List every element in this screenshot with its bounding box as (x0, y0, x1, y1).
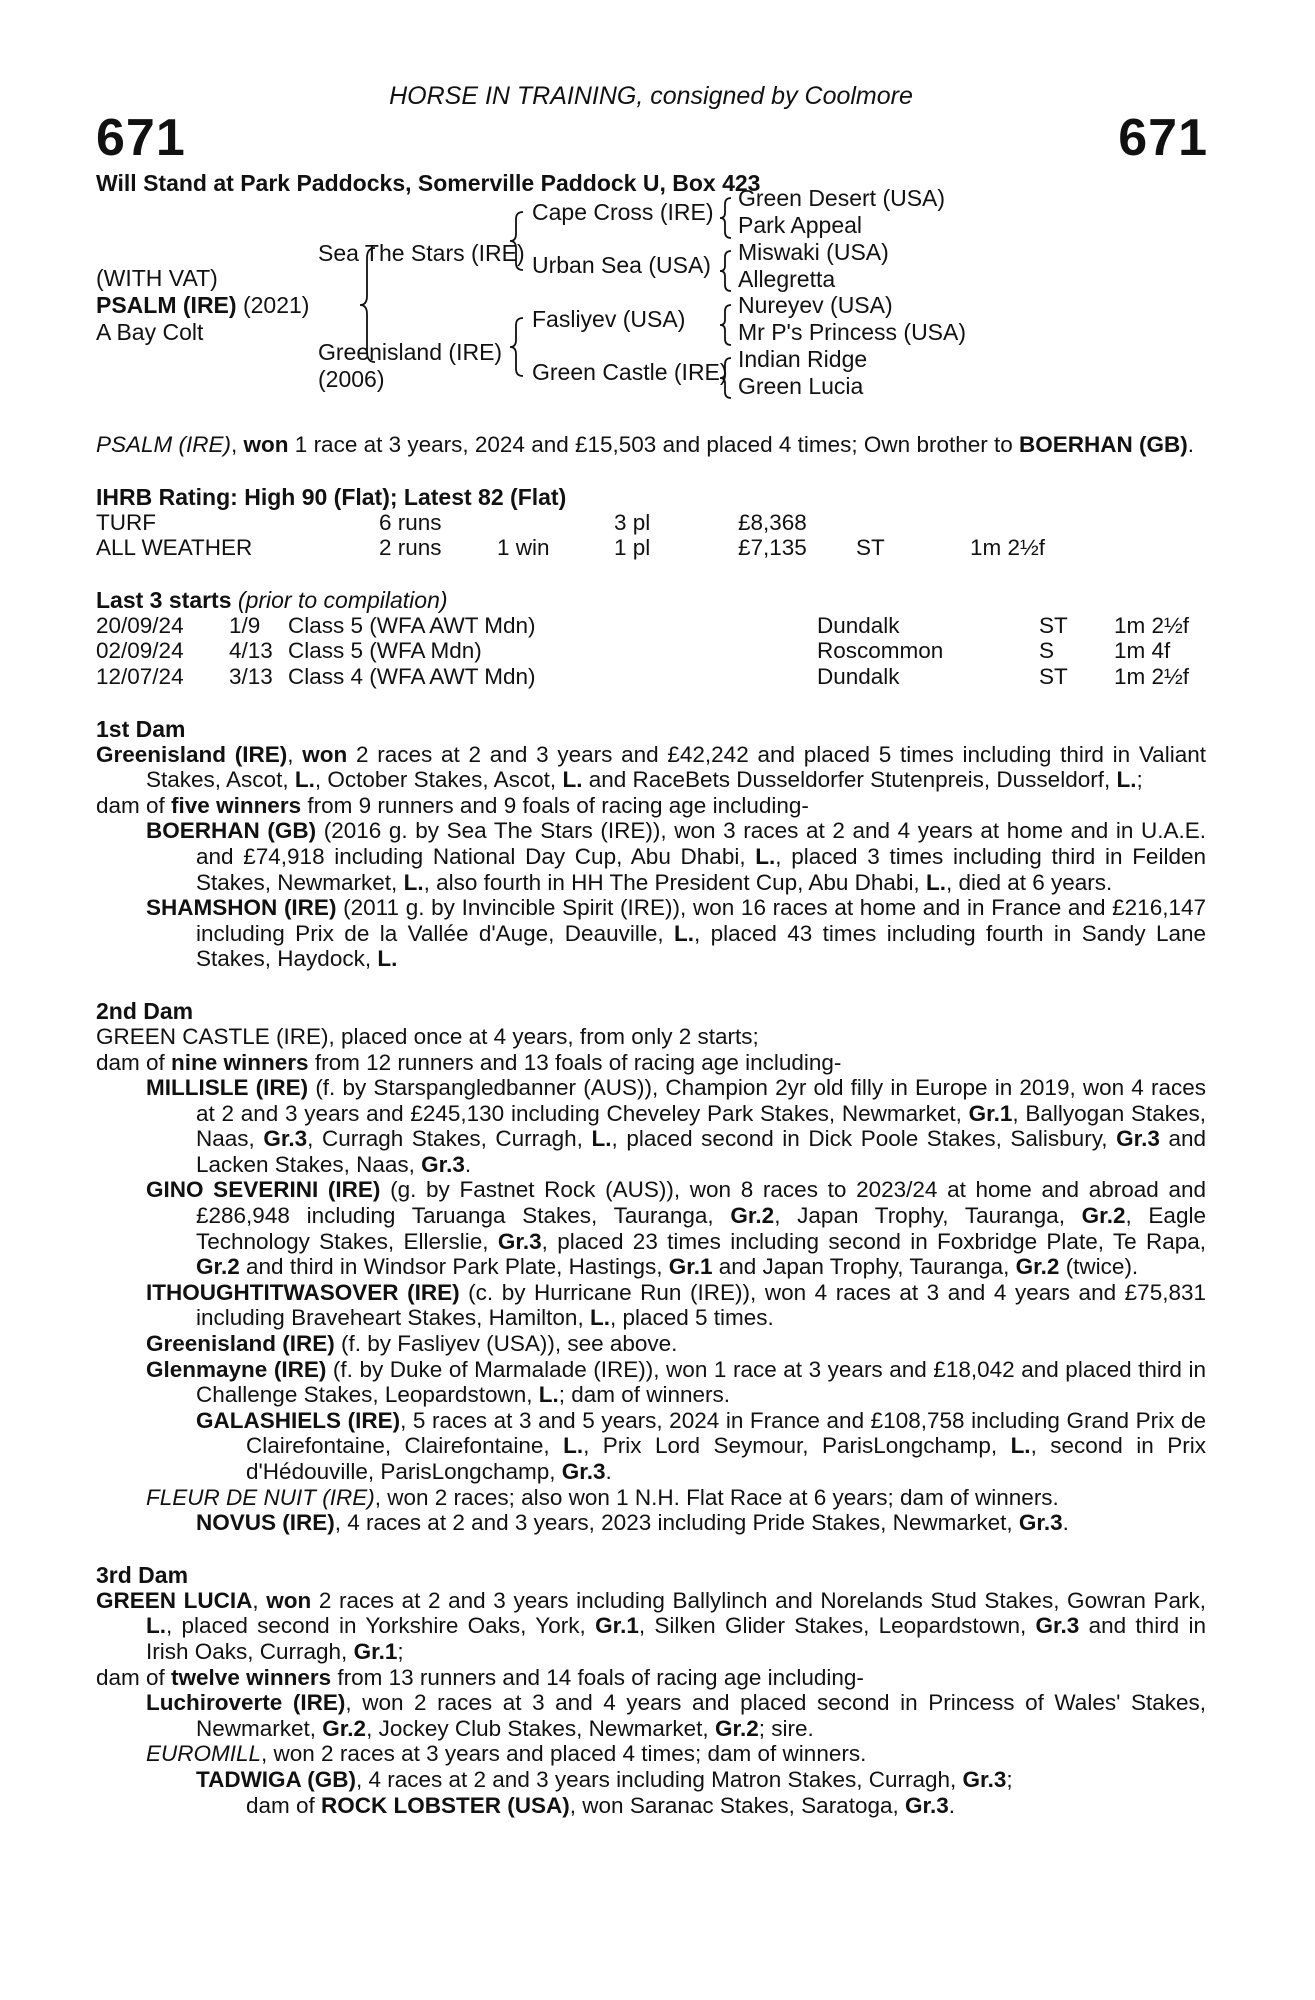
produce-fleur-de-nuit (96, 1485, 1206, 1511)
last-starts-heading: Last 3 starts (96, 586, 232, 613)
brace-icon (508, 316, 526, 378)
dam1-semi: ; (1136, 767, 1143, 793)
glenmayne-t2: ; dam of winners. (558, 1382, 731, 1408)
dam-of: dam of (96, 792, 172, 818)
brace-icon (718, 303, 734, 347)
millisle-t2: , Ballyogan Stakes, Naas, (196, 1100, 1206, 1152)
gen3-1: Green Desert (USA) (738, 185, 946, 211)
summary-won: won (243, 432, 289, 457)
summary-horse-name: PSALM (IRE) (96, 432, 232, 457)
gino-t7: (twice). (1059, 1254, 1139, 1280)
comma: , (252, 1587, 267, 1613)
tadwiga-t: , 4 races at 2 and 3 years including Matron Stakes, Curragh, (355, 1766, 963, 1792)
second-dam-record: GREEN CASTLE (IRE), placed once at 4 years, from only 2 starts; (96, 1023, 759, 1049)
rating-prize: £7,135 (738, 535, 807, 561)
gino-t2: , Japan Trophy, Tauranga, (774, 1203, 1082, 1229)
group-3: Gr.3 (263, 1126, 308, 1152)
dam-year: (2006) (318, 366, 385, 392)
produce-luchiroverte (96, 1690, 1206, 1741)
dam3-t3: , Silken Glider Stakes, Leopardstown, (638, 1613, 1036, 1639)
summary-end: . (1187, 432, 1195, 457)
brace-icon (718, 249, 734, 293)
horse-description: A Bay Colt (96, 319, 204, 345)
gino-t5: and third in Windsor Park Plate, Hastings, (239, 1254, 669, 1280)
brace-icon (718, 356, 734, 400)
summary-text: 1 race at 3 years, 2024 and £15,503 and placed 4 times; Own brother to (288, 432, 1020, 457)
last-start-row (96, 613, 1206, 639)
galashiels-t3: , second in Prix d'Hédouville, ParisLongchamp, (246, 1433, 1206, 1484)
gino-t6: and Japan Trophy, Tauranga, (712, 1254, 1016, 1280)
start-distance: 1m 2½f (1114, 612, 1190, 638)
gen3-3: Miswaki (USA) (738, 239, 889, 265)
pedigree-table (96, 185, 1206, 420)
tadwiga-name: TADWIGA (GB) (196, 1766, 356, 1792)
lot-number-right: 671 (1118, 109, 1208, 167)
gen3-5: Nureyev (USA) (738, 292, 893, 318)
fleur-t: , won 2 races; also won 1 N.H. Flat Race at 6 years; dam of winners. (374, 1484, 1059, 1510)
group-3: Gr.3 (421, 1151, 465, 1177)
start-distance: 1m 4f (1114, 638, 1171, 664)
last-start-row (96, 664, 1206, 690)
dam3-produce-line (96, 1665, 1206, 1691)
novus-name: NOVUS (IRE) (196, 1510, 335, 1536)
listed: L. (755, 843, 776, 869)
horse-name-line (96, 291, 309, 319)
produce-euromill (96, 1741, 1206, 1767)
start-going: ST (1039, 663, 1068, 689)
listed: L. (403, 869, 424, 895)
dam-of-rest: from 13 runners and 14 foals of racing age including- (331, 1664, 864, 1690)
millisle-t4: , placed second in Dick Poole Stakes, Salisbury, (611, 1126, 1117, 1152)
vat-note: (WITH VAT) (96, 265, 218, 291)
glenmayne-t1: (f. by Duke of Marmalade (IRE)), won 1 race at 3 years and £18,042 and placed third in Challenge Stakes, Leopardstown, (196, 1356, 1206, 1408)
last-starts-title (96, 587, 1206, 613)
listed: L. (294, 767, 315, 793)
rating-surface: TURF (96, 509, 156, 535)
group-2: Gr.2 (730, 1203, 775, 1229)
rating-row-turf (96, 510, 1206, 536)
listed: L. (146, 1613, 166, 1639)
group-2: Gr.2 (1081, 1203, 1126, 1229)
rating-placed: 3 pl (614, 509, 651, 535)
rating-title: IHRB Rating: High 90 (Flat); Latest 82 (Flat) (96, 483, 567, 510)
dam3-winners: twelve winners (171, 1664, 332, 1690)
stand-location: Will Stand at Park Paddocks, Somerville Paddock U, Box 423 (96, 170, 761, 196)
sire-sire: Cape Cross (IRE) (532, 199, 714, 225)
first-dam-record: Greenisland (IRE), won 2 races at 2 and 3 years and £42,242 and placed 5 times including third in Valiant Stakes, Ascot, L., October Stakes, Ascot, L. and RaceBets Dusseldorfer Stutenpreis, Dusseldorf, L.; (96, 741, 1206, 793)
gen3-7: Indian Ridge (738, 346, 868, 372)
start-date: 20/09/24 (96, 612, 184, 638)
period: . (464, 1151, 472, 1177)
dam2-winners: nine winners (171, 1049, 309, 1075)
group-2: Gr.2 (322, 1715, 367, 1741)
rock-lobster-name: ROCK LOBSTER (USA) (321, 1792, 570, 1818)
boerhan-name: BOERHAN (GB) (146, 818, 317, 844)
dam1-t3: and RaceBets Dusseldorfer Stutenpreis, Dusseldorf, (582, 767, 1117, 793)
gino-name: GINO SEVERINI (IRE) (146, 1177, 381, 1203)
millisle-t5: and Lacken Stakes, Naas, (196, 1126, 1206, 1177)
rating-wins: 1 win (497, 535, 550, 561)
listed: L. (673, 920, 694, 946)
lot-number-left: 671 (96, 109, 186, 167)
dam3-t4: and third in Irish Oaks, Curragh, (146, 1613, 1207, 1664)
start-distance: 1m 2½f (1114, 663, 1190, 689)
start-date: 12/07/24 (96, 663, 184, 689)
catalogue-page (96, 0, 1206, 2000)
group-3: Gr.3 (1116, 1126, 1160, 1152)
dam1-t1: 2 races at 2 and 3 years and £42,242 and placed 5 times including third in Valiant Stakes, Ascot, (146, 741, 1206, 793)
start-going: ST (1039, 612, 1068, 638)
luchi-name: Luchiroverte (IRE) (146, 1690, 346, 1716)
listed: L. (1116, 767, 1137, 793)
listed: L. (562, 767, 583, 793)
start-race: Class 4 (WFA AWT Mdn) (288, 663, 536, 689)
brace-icon (718, 196, 734, 240)
horse-year: (2021) (242, 292, 310, 318)
gen3-6: Mr P's Princess (USA) (738, 319, 967, 345)
third-dam-record (96, 1588, 1206, 1665)
itho-t2: , placed 5 times. (609, 1305, 774, 1331)
boerhan-t2: , placed 3 times including third in Feilden Stakes, Newmarket, (196, 843, 1206, 895)
group-2: Gr.2 (714, 1715, 759, 1741)
gino-t4: , placed 23 times including second in Foxbridge Plate, Te Rapa, (541, 1228, 1206, 1254)
group-3: Gr.3 (497, 1228, 542, 1254)
start-race: Class 5 (WFA Mdn) (288, 638, 482, 664)
group-1: Gr.1 (668, 1254, 713, 1280)
dam-sire: Fasliyev (USA) (532, 306, 686, 332)
itho-name: ITHOUGHTITWASOVER (IRE) (146, 1279, 460, 1305)
produce-shamshon (96, 895, 1206, 972)
dam-of-rest: from 9 runners and 9 foals of racing age including- (301, 792, 809, 818)
produce-boerhan (96, 818, 1206, 895)
group-1: Gr.1 (595, 1613, 639, 1639)
period: . (605, 1459, 612, 1484)
start-race: Class 5 (WFA AWT Mdn) (288, 612, 536, 638)
shamshon-name: SHAMSHON (IRE) (146, 895, 337, 921)
produce-novus (96, 1510, 1206, 1536)
last-start-row (96, 638, 1206, 664)
dam-of-rest: from 12 runners and 13 foals of racing age including- (308, 1049, 842, 1075)
start-date: 02/09/24 (96, 638, 184, 664)
galashiels-name: GALASHIELS (IRE) (196, 1407, 401, 1433)
start-going: S (1039, 638, 1055, 664)
dam-dam: Green Castle (IRE) (532, 359, 728, 385)
shamshon-t2: , placed 43 times including fourth in Sandy Lane Stakes, Haydock, (196, 920, 1206, 972)
group-3: Gr.3 (962, 1766, 1007, 1792)
start-position: 4/13 (229, 638, 273, 664)
semicolon: ; (1006, 1766, 1013, 1792)
horse-summary: PSALM (IRE), won 1 race at 3 years, 2024 and £15,503 and placed 4 times; Own brother to BOERHAN (GB). (96, 432, 1195, 457)
dam-of: dam of (96, 1049, 172, 1075)
dam1-winners: five winners (171, 792, 302, 818)
produce-ithoughtitwasover (96, 1280, 1206, 1331)
summary-brother: BOERHAN (GB) (1019, 432, 1188, 457)
rating-dist: 1m 2½f (970, 535, 1046, 561)
galashiels-t1: , 5 races at 3 and 5 years, 2024 in France and £108,758 including Grand Prix de Clairefontaine, Clairefontaine, (246, 1407, 1206, 1459)
listed: L. (589, 1305, 610, 1331)
rating-going: ST (856, 535, 885, 561)
listed: L. (925, 869, 946, 895)
gen3-8: Green Lucia (738, 373, 864, 399)
itho-t1: (c. by Hurricane Run (IRE)), won 4 races at 3 and 4 years and £75,831 including Braveheart Stakes, Hamilton, (196, 1279, 1207, 1331)
sire-name: Sea The Stars (IRE) (318, 240, 525, 266)
group-3: Gr.3 (1018, 1510, 1063, 1536)
rock-t: , won Saranac Stakes, Saratoga, (569, 1792, 905, 1818)
dam3-t1: 2 races at 2 and 3 years including Ballylinch and Norelands Stud Stakes, Gowran Park, (311, 1587, 1206, 1613)
boerhan-t4: , died at 6 years. (945, 869, 1113, 895)
millisle-t3: , Curragh Stakes, Curragh, (307, 1126, 592, 1152)
boerhan-t3: , also fourth in HH The President Cup, Abu Dhabi, (423, 869, 926, 895)
brace-icon (508, 210, 526, 272)
period: . (948, 1792, 956, 1818)
dam3-won: won (266, 1587, 312, 1613)
dam3-name: GREEN LUCIA (96, 1587, 253, 1613)
form-section (96, 432, 1206, 1818)
dam1-produce-line (96, 793, 1206, 819)
group-1: Gr.1 (353, 1638, 398, 1664)
shamshon-t1: (2011 g. by Invincible Spirit (IRE)), won 16 races at home and in France and £216,147 including Prix de la Vallée d'Auge, Deauville, (196, 895, 1206, 946)
galashiels-t2: , Prix Lord Seymour, ParisLongchamp, (583, 1433, 1011, 1459)
rating-row-aw (96, 535, 1206, 561)
rating-prize: £8,368 (738, 509, 807, 535)
dam2-produce-line (96, 1050, 1206, 1076)
greenisland-name: Greenisland (IRE) (146, 1331, 335, 1357)
euromill-t: , won 2 races at 3 years and placed 4 times; dam of winners. (261, 1741, 867, 1767)
group-3: Gr.3 (905, 1792, 949, 1818)
produce-gino-severini (96, 1177, 1206, 1279)
consignor-line: HORSE IN TRAINING, consigned by Coolmore (389, 82, 913, 110)
start-course: Dundalk (817, 663, 900, 689)
listed: L. (591, 1126, 612, 1152)
listed: L. (538, 1382, 559, 1408)
glenmayne-name: Glenmayne (IRE) (146, 1356, 327, 1382)
dam1-name: Greenisland (IRE) (96, 741, 288, 767)
rating-runs: 6 runs (379, 509, 442, 535)
novus-t: , 4 races at 2 and 3 years, 2023 including Pride Stakes, Newmarket, (334, 1510, 1019, 1536)
second-dam-heading: 2nd Dam (96, 997, 194, 1024)
gen3-4: Allegretta (738, 266, 836, 292)
produce-millisle (96, 1075, 1206, 1177)
horse-name: PSALM (IRE) (96, 292, 237, 318)
millisle-name: MILLISLE (IRE) (146, 1075, 309, 1101)
luchi-t2: , Jockey Club Stakes, Newmarket, (366, 1715, 715, 1741)
rating-placed: 1 pl (614, 535, 651, 561)
dam3-t2: , placed second in Yorkshire Oaks, York, (166, 1613, 596, 1639)
start-position: 1/9 (229, 612, 261, 638)
sire-dam: Urban Sea (USA) (532, 252, 711, 278)
start-course: Dundalk (817, 612, 900, 638)
fleur-name: FLEUR DE NUIT (IRE) (146, 1484, 375, 1510)
gino-t3: , Eagle Technology Stakes, Ellerslie, (196, 1203, 1206, 1254)
group-2: Gr.2 (196, 1254, 240, 1280)
greenisland-t: (f. by Fasliyev (USA)), see above. (334, 1331, 678, 1357)
group-2: Gr.2 (1015, 1254, 1060, 1280)
euromill-name: EUROMILL (146, 1741, 262, 1767)
luchi-t1: , won 2 races at 3 and 4 years and placed second in Princess of Wales' Stakes, Newmarket, (196, 1690, 1206, 1741)
millisle-t1: (f. by Starspangledbanner (AUS)), Champion 2yr old filly in Europe in 2019, won 4 races at 2 and 3 years and £245,130 including Cheveley Park Stakes, Newmarket, (196, 1075, 1206, 1126)
rating-surface: ALL WEATHER (96, 535, 253, 561)
rating-runs: 2 runs (379, 535, 442, 561)
produce-greenisland (96, 1331, 1206, 1357)
listed: L. (377, 946, 398, 972)
dam-name: Greenisland (IRE) (318, 339, 503, 365)
last-starts-note: (prior to compilation) (237, 586, 448, 613)
dam1-won: won (302, 741, 348, 767)
group-3: Gr.3 (1035, 1613, 1080, 1639)
dam-of: dam of (246, 1792, 322, 1818)
dam-of: dam of (96, 1664, 172, 1690)
start-course: Roscommon (817, 638, 944, 664)
semicolon: ; (397, 1638, 404, 1664)
start-position: 3/13 (229, 663, 273, 689)
boerhan-t1: (2016 g. by Sea The Stars (IRE)), won 3 races at 2 and 4 years at home and in U.A.E. and £74,918 including National Day Cup, Abu Dhabi, (196, 818, 1206, 869)
gen3-2: Park Appeal (738, 212, 863, 238)
group-3: Gr.3 (561, 1459, 606, 1484)
produce-glenmayne (96, 1357, 1206, 1408)
luchi-t3: ; sire. (758, 1715, 814, 1741)
group-1: Gr.1 (968, 1100, 1013, 1126)
first-dam-heading: 1st Dam (96, 715, 186, 742)
listed: L. (563, 1433, 584, 1459)
dam1-t2: , October Stakes, Ascot, (314, 767, 563, 793)
produce-tadwiga (96, 1767, 1206, 1818)
period: . (1062, 1510, 1069, 1536)
gino-t1: (g. by Fastnet Rock (AUS)), won 8 races to 2023/24 at home and abroad and £286,948 including Taruanga Stakes, Tauranga, (196, 1177, 1206, 1229)
produce-galashiels (96, 1408, 1206, 1485)
listed: L. (1010, 1433, 1031, 1459)
third-dam-heading: 3rd Dam (96, 1561, 189, 1588)
